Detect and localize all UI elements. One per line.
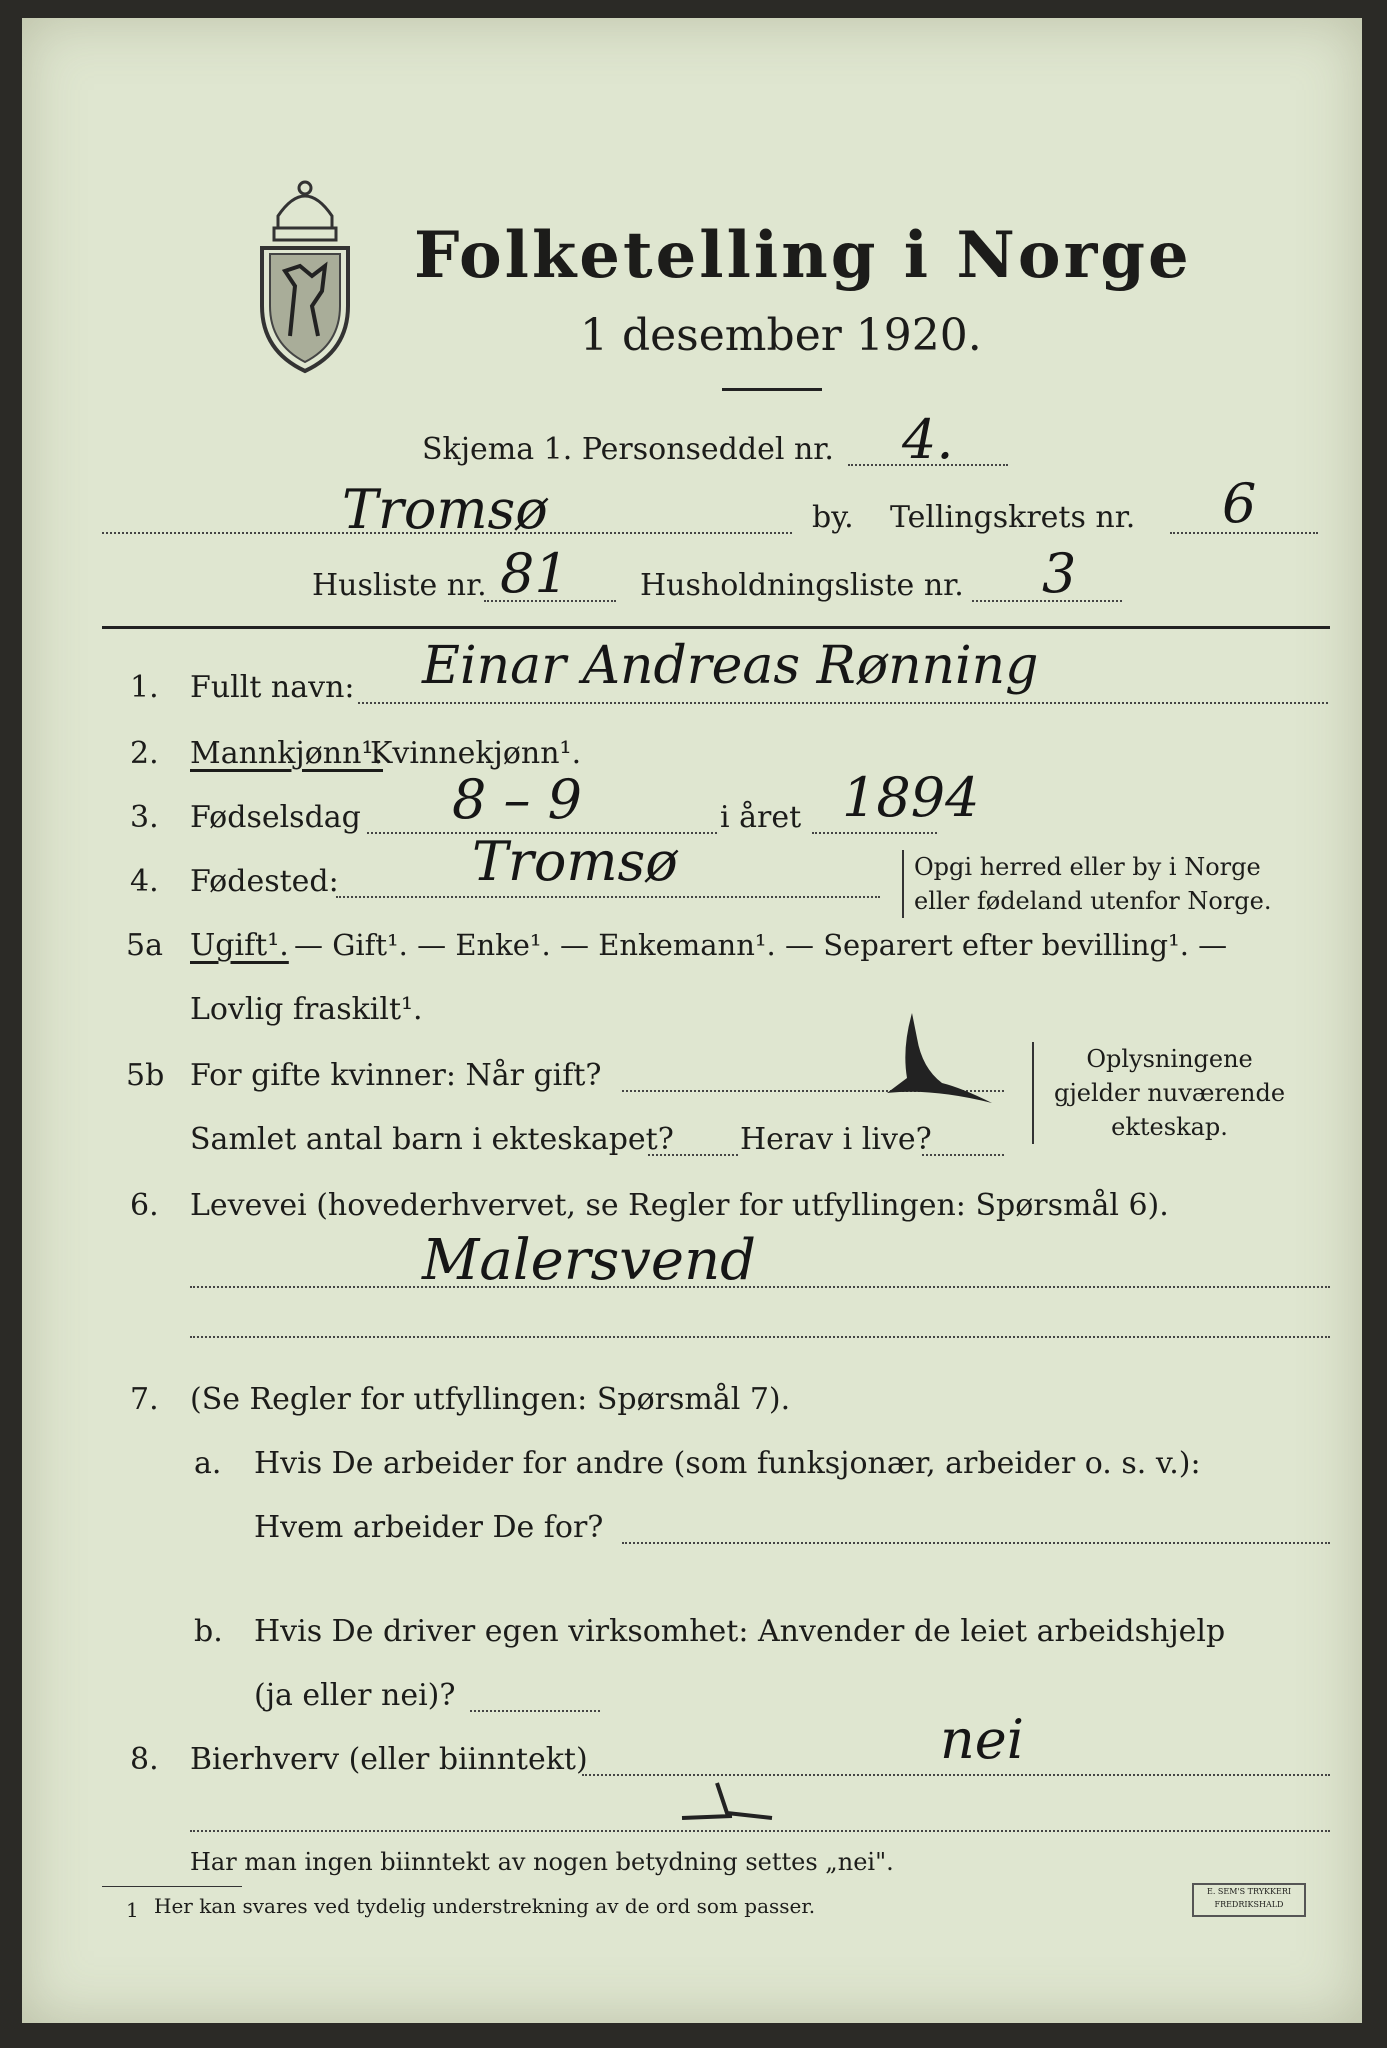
q5a-line2: Lovlig fraskilt¹.: [190, 992, 423, 1027]
coat-of-arms-icon: [250, 166, 360, 376]
q3-number: 3.: [130, 800, 159, 835]
q5a-ugift: Ugift¹.: [190, 928, 289, 963]
q4-note-line1: Opgi herred eller by i Norge: [914, 853, 1261, 881]
q1-dotline: [358, 702, 1328, 704]
q1-value: Einar Andreas Rønning: [422, 636, 1039, 696]
ink-blot: [872, 1008, 1012, 1118]
q5b-label-children: Samlet antal barn i ekteskapet?: [190, 1122, 674, 1157]
q7a-line1: Hvis De arbeider for andre (som funksjonær, arbeider o. s. v.):: [254, 1446, 1201, 1481]
header-rule: [102, 626, 1330, 629]
q7b-dotline: [470, 1710, 600, 1712]
q8-label: Bierhverv (eller biinntekt): [190, 1742, 588, 1777]
q5b-alive-dotline: [922, 1154, 1004, 1156]
q3-label: Fødselsdag: [190, 800, 361, 835]
q4-note: [902, 850, 1272, 918]
husholdning-value: 3: [1042, 542, 1077, 605]
husliste-value: 81: [500, 542, 569, 605]
q8-value: nei: [940, 1708, 1025, 1771]
q2-male: Mannkjønn¹.: [190, 736, 383, 771]
title-divider: [722, 388, 822, 391]
q5b-children-dotline: [648, 1154, 738, 1156]
husliste-label: Husliste nr.: [312, 568, 487, 603]
q1-label: Fullt navn:: [190, 670, 355, 705]
by-label: by.: [812, 500, 854, 535]
place-value: Tromsø: [342, 478, 548, 541]
q7b-line1: Hvis De driver egen virksomhet: Anvender de leiet arbeidshjelp: [254, 1614, 1226, 1649]
q4-value: Tromsø: [472, 830, 678, 893]
q7a-dotline: [622, 1542, 1330, 1544]
q8-dotline: [582, 1774, 1330, 1776]
q5b-note-line2: gjelder nuværende: [1054, 1079, 1286, 1107]
q8-dotline-2: [190, 1830, 1330, 1832]
q3-value: 8 – 9: [452, 768, 583, 831]
footnote-rule: [102, 1886, 242, 1887]
form-title: Folketelling i Norge: [414, 218, 1192, 293]
q3-year-label: i året: [720, 800, 802, 835]
no-income-note: Har man ingen biinntekt av nogen betydning settes „nei".: [190, 1848, 894, 1876]
stamp-line2: FREDRIKSHALD: [1214, 1900, 1284, 1909]
q5b-label-alive: Herav i live?: [740, 1122, 932, 1157]
q6-value: Malersvend: [422, 1228, 756, 1293]
footnote-text: Her kan svares ved tydelig understrekning av de ord som passer.: [154, 1894, 816, 1918]
pen-stroke: [672, 1778, 792, 1838]
q6-number: 6.: [130, 1188, 159, 1223]
q2-number: 2.: [130, 736, 159, 771]
husholdning-label: Husholdningsliste nr.: [640, 568, 964, 603]
census-date: 1 desember 1920.: [580, 310, 982, 361]
krets-value: 6: [1222, 472, 1257, 535]
printer-stamp: [1192, 1883, 1306, 1917]
q7a-line2: Hvem arbeider De for?: [254, 1510, 604, 1545]
q7-number: 7.: [130, 1382, 159, 1417]
krets-label: Tellingskrets nr.: [890, 500, 1136, 535]
q7b-letter: b.: [194, 1614, 223, 1649]
q6-dotline-1: [190, 1286, 1330, 1288]
census-form: [22, 18, 1362, 2023]
q5a-options: — Gift¹. — Enke¹. — Enkemann¹. — Separert efter bevilling¹. —: [294, 928, 1228, 962]
q4-note-line2: eller fødeland utenfor Norge.: [914, 887, 1272, 915]
schema-value: 4.: [902, 408, 954, 471]
q4-number: 4.: [130, 864, 159, 899]
q5b-note: [1032, 1042, 1285, 1144]
q2-female: Kvinnekjønn¹.: [370, 736, 582, 771]
q3-year-value: 1894: [842, 766, 980, 829]
q6-dotline-2: [190, 1336, 1330, 1338]
q5a-number: 5a: [126, 928, 163, 963]
q5b-note-line1: Oplysningene: [1086, 1045, 1253, 1073]
q4-dotline: [336, 896, 880, 898]
q5b-note-line3: ekteskap.: [1111, 1113, 1228, 1141]
q7a-letter: a.: [194, 1446, 222, 1481]
q7b-line2: (ja eller nei)?: [254, 1678, 456, 1713]
q4-label: Fødested:: [190, 864, 339, 899]
stamp-line1: E. SEM'S TRYKKERI: [1206, 1887, 1292, 1896]
q3-year-dotline: [812, 832, 937, 834]
q1-number: 1.: [130, 670, 159, 705]
footnote-mark: 1: [126, 1898, 139, 1922]
schema-label: Skjema 1. Personseddel nr.: [422, 432, 834, 467]
q5b-label-married: For gifte kvinner: Når gift?: [190, 1058, 602, 1093]
q6-label: Levevei (hovederhvervet, se Regler for utfyllingen: Spørsmål 6).: [190, 1188, 1169, 1223]
q7-label: (Se Regler for utfyllingen: Spørsmål 7).: [190, 1382, 791, 1417]
q5b-number: 5b: [126, 1058, 165, 1093]
q8-number: 8.: [130, 1742, 159, 1777]
